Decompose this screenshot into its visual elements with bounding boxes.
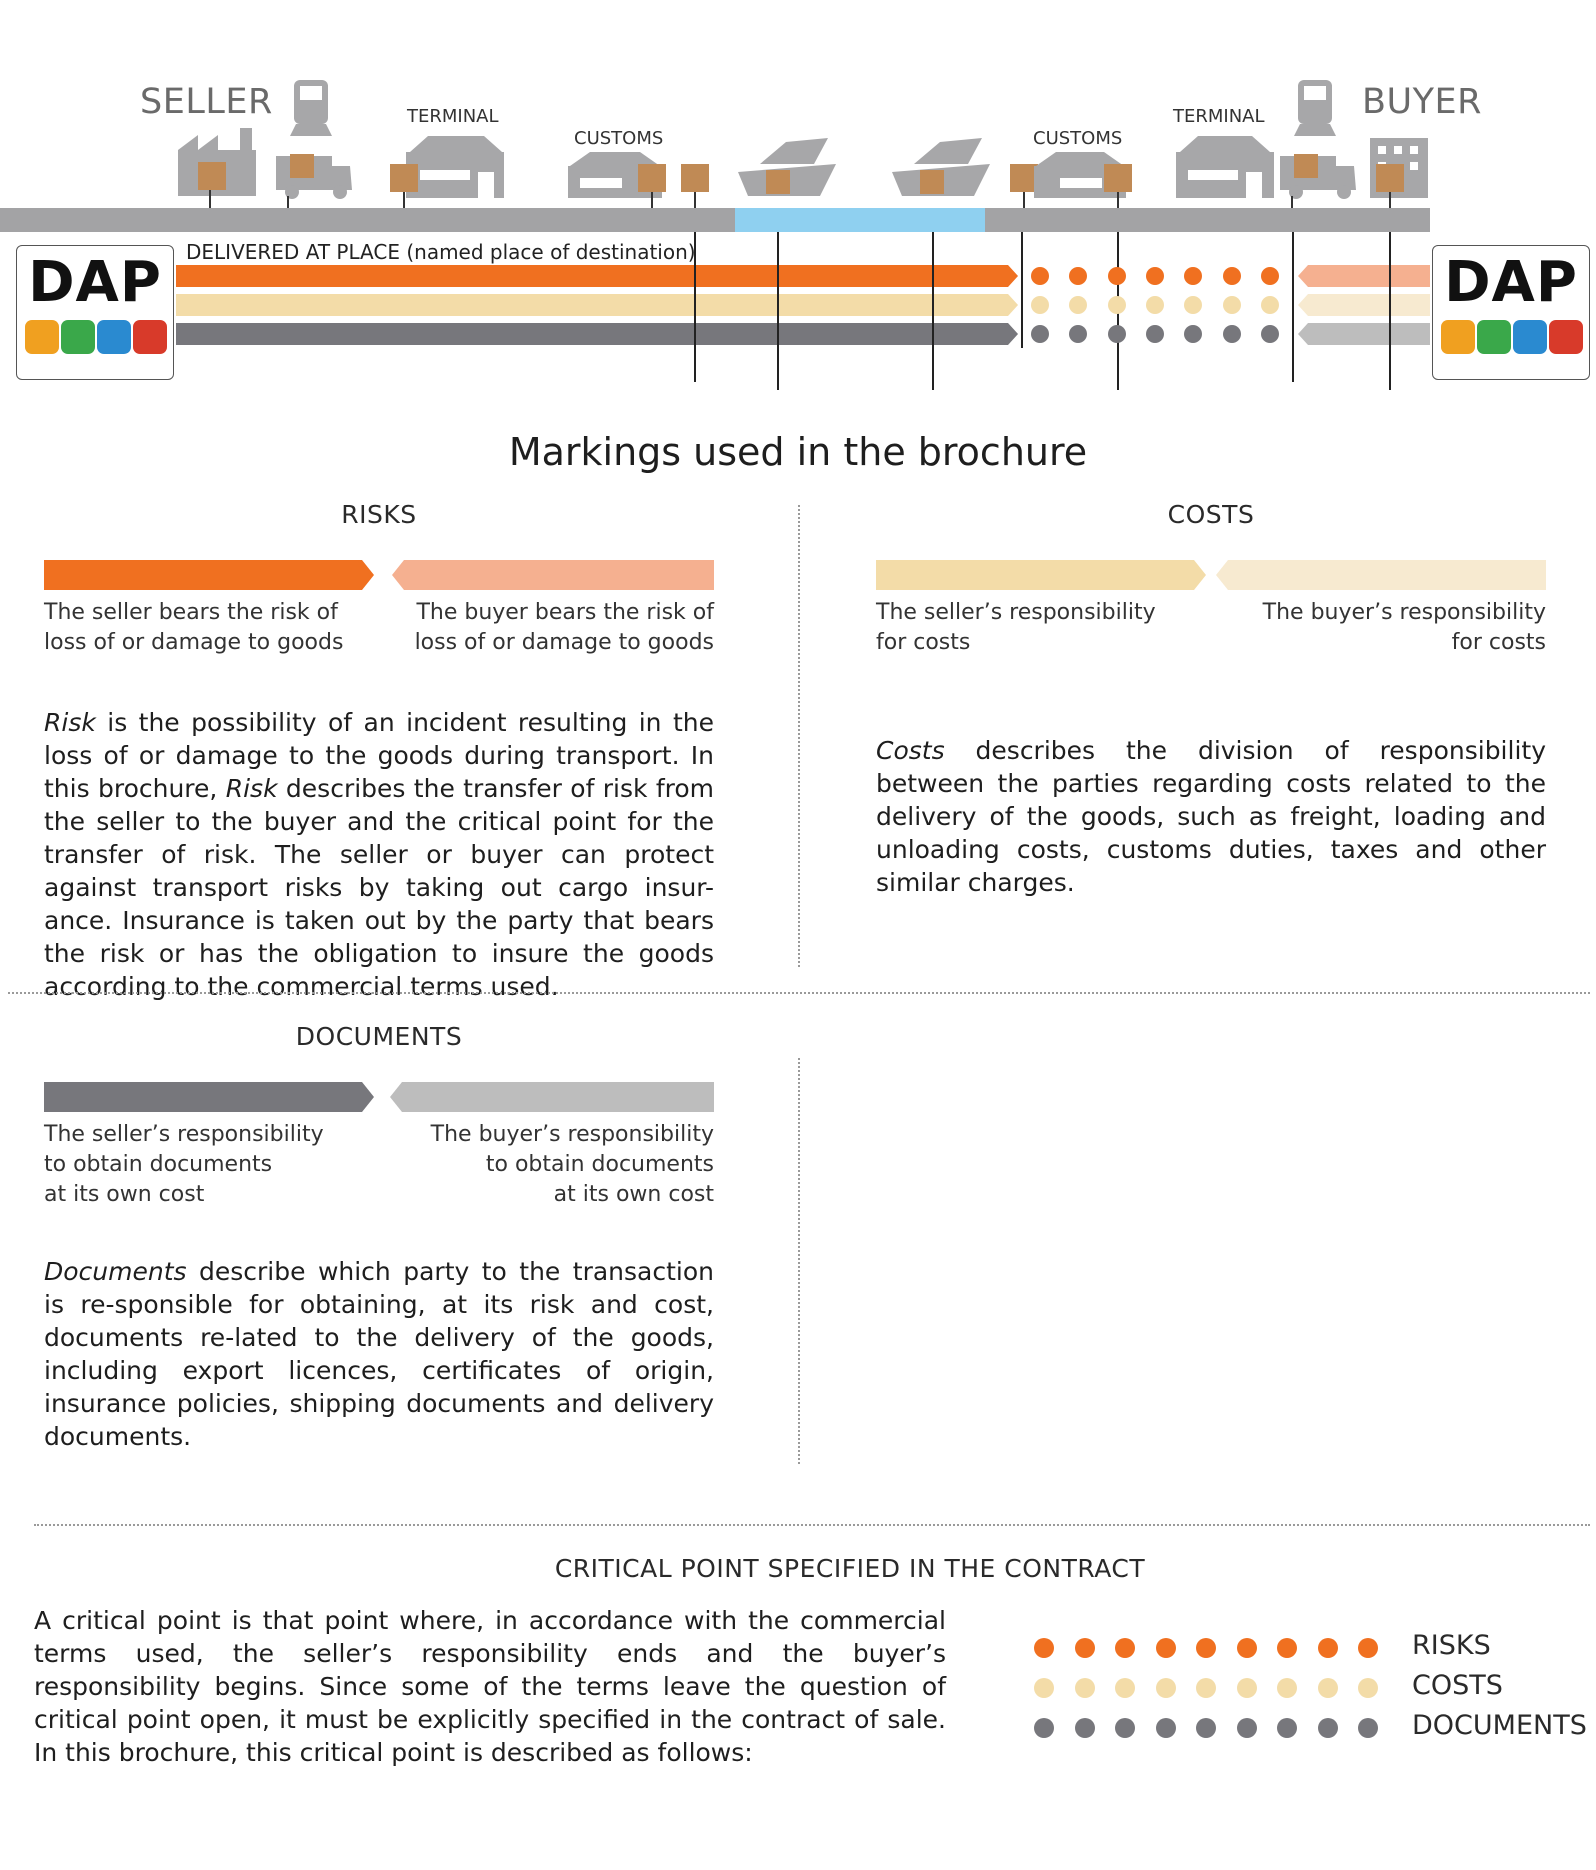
cargo-box-icon xyxy=(1376,164,1404,192)
legend-documents-label: DOCUMENTS xyxy=(1412,1710,1587,1741)
buyer-label: BUYER xyxy=(1362,82,1482,122)
legend-dot xyxy=(1358,1718,1378,1738)
term-caption: DELIVERED AT PLACE (named place of destination) xyxy=(186,240,696,264)
diagram-graphics xyxy=(0,0,1596,400)
legend-dot xyxy=(1156,1718,1176,1738)
legend-dot xyxy=(1196,1678,1216,1698)
legend-dot xyxy=(1075,1678,1095,1698)
section-divider xyxy=(8,992,1590,994)
airplane-icon xyxy=(25,320,59,354)
train-icon xyxy=(1477,320,1511,354)
risks-legend-arrows xyxy=(44,560,714,592)
terminal-right-label: TERMINAL xyxy=(1173,106,1265,127)
risks-heading: RISKS xyxy=(341,500,417,529)
train-icon xyxy=(61,320,95,354)
ship-icon xyxy=(1513,320,1547,354)
cost-buyer-swatch xyxy=(1216,560,1546,590)
legend-dot xyxy=(1156,1678,1176,1698)
truck-icon xyxy=(1549,320,1583,354)
customs-right-label: CUSTOMS xyxy=(1033,128,1123,149)
cargo-box-icon xyxy=(638,164,666,192)
legend-dot xyxy=(1318,1678,1338,1698)
legend-dot xyxy=(1075,1638,1095,1658)
diagram-cost-dots xyxy=(1031,296,1279,314)
risk-buyer-swatch xyxy=(392,560,714,590)
legend-costs-label: COSTS xyxy=(1412,1670,1503,1701)
legend-risks-label: RISKS xyxy=(1412,1630,1491,1661)
train-icon xyxy=(1294,80,1336,136)
cargo-box-icon xyxy=(1010,164,1038,192)
legend-dot xyxy=(1115,1718,1135,1738)
legend-dot xyxy=(1318,1638,1338,1658)
column-divider xyxy=(798,505,800,967)
page-title: Markings used in the brochure xyxy=(508,430,1088,474)
legend-dot xyxy=(1277,1638,1297,1658)
terminal-icon xyxy=(406,136,504,198)
cost-seller-arrow xyxy=(176,294,1018,316)
risk-seller-arrow xyxy=(176,265,1018,287)
road-right xyxy=(985,208,1430,232)
risk-seller-caption: The seller bears the risk of loss of or damage to goods xyxy=(44,600,344,655)
train-icon xyxy=(290,80,332,136)
legend-dot xyxy=(1075,1718,1095,1738)
legend-dot xyxy=(1034,1718,1054,1738)
documents-heading: DOCUMENTS xyxy=(295,1022,463,1051)
legend-dot xyxy=(1277,1718,1297,1738)
risk-buyer-caption: The buyer bears the risk of loss of or damage to goods xyxy=(414,600,714,655)
document-buyer-arrow xyxy=(1298,323,1430,345)
cost-seller-swatch xyxy=(876,560,1206,590)
dap-badge-right xyxy=(1432,245,1590,380)
terminal-left-label: TERMINAL xyxy=(407,106,499,127)
cargo-box-icon xyxy=(920,170,944,194)
seller-label: SELLER xyxy=(140,82,273,122)
legend-dot xyxy=(1358,1678,1378,1698)
costs-legend-arrows xyxy=(876,560,1546,592)
cargo-box-icon xyxy=(198,162,226,190)
costs-paragraph: Costs describes the division of responsibility between the parties regarding costs related to the delivery of the goods, such as freight, loading and unloading costs, customs duties, taxes and other similar charges. xyxy=(876,736,1546,897)
road-left xyxy=(0,208,735,232)
document-seller-arrow xyxy=(176,323,1018,345)
dap-label: DAP xyxy=(1444,250,1578,315)
document-buyer-caption: The buyer’s responsibility to obtain documents at its own cost xyxy=(430,1122,714,1207)
ship-icon xyxy=(97,320,131,354)
critical-point-paragraph: A critical point is that point where, in accordance with the commercial terms used, the seller’s responsibility ends and the buyer’s responsibility begins. Since some of the terms leave the question of critical point open, it must be explicitly specified in the contract of sale. In this brochure, this critical point is described as follows: xyxy=(34,1606,946,1767)
terminal-icon xyxy=(1176,136,1274,198)
cargo-box-icon xyxy=(681,164,709,192)
cargo-box-icon xyxy=(390,164,418,192)
legend-dot xyxy=(1237,1638,1257,1658)
critical-point-heading: CRITICAL POINT SPECIFIED IN THE CONTRACT xyxy=(554,1554,1146,1583)
document-seller-swatch xyxy=(44,1082,374,1112)
document-seller-caption: The seller’s responsibility to obtain documents at its own cost xyxy=(44,1122,324,1207)
legend-dot xyxy=(1237,1678,1257,1698)
dap-label: DAP xyxy=(28,250,162,315)
legend-dot xyxy=(1318,1718,1338,1738)
cargo-box-icon xyxy=(766,170,790,194)
document-buyer-swatch xyxy=(390,1082,714,1112)
cost-buyer-caption: The buyer’s responsibility for costs xyxy=(1262,600,1546,655)
section-divider xyxy=(34,1524,1590,1526)
cost-seller-caption: The seller’s responsibility for costs xyxy=(876,600,1156,655)
risks-paragraph: Risk is the possibility of an incident resulting in the loss of or damage to the goods during transport. In this brochure, Risk describes the transfer of risk from the seller to the buyer and the critical point for the transfer of risk. The seller or buyer can protect against transport risks by taking out cargo insur-ance. Insurance is taken out by the party that bears the risk or has the obligation to insure the goods according to the commercial terms used. xyxy=(44,708,714,1001)
dap-badge-left xyxy=(16,245,174,380)
documents-legend-arrows xyxy=(44,1082,714,1114)
legend-dot xyxy=(1034,1678,1054,1698)
legend-dot xyxy=(1156,1638,1176,1658)
legend-dot xyxy=(1358,1638,1378,1658)
legend-dot xyxy=(1237,1718,1257,1738)
legend-dot xyxy=(1196,1638,1216,1658)
cargo-box-icon xyxy=(1294,154,1318,178)
legend-dot xyxy=(1277,1678,1297,1698)
legend-dot xyxy=(1034,1638,1054,1658)
legend-dot xyxy=(1196,1718,1216,1738)
cargo-box-icon xyxy=(290,154,314,178)
legend-dot xyxy=(1115,1638,1135,1658)
customs-left-label: CUSTOMS xyxy=(574,128,664,149)
cargo-box-icon xyxy=(1104,164,1132,192)
diagram-document-dots xyxy=(1031,325,1279,343)
truck-icon xyxy=(133,320,167,354)
risk-buyer-arrow xyxy=(1298,265,1430,287)
risk-seller-swatch xyxy=(44,560,374,590)
documents-paragraph: Documents describe which party to the transaction is re-sponsible for obtaining, at its risk and cost, documents re-lated to the delivery of the goods, including export licences, certificates of origin, insurance policies, shipping documents and delivery documents. xyxy=(44,1257,714,1451)
costs-heading: COSTS xyxy=(1167,500,1255,529)
diagram-risk-dots xyxy=(1031,267,1279,285)
sea-segment xyxy=(735,208,985,232)
legend-dot xyxy=(1115,1678,1135,1698)
column-divider xyxy=(798,1058,800,1464)
cost-buyer-arrow xyxy=(1298,294,1430,316)
airplane-icon xyxy=(1441,320,1475,354)
